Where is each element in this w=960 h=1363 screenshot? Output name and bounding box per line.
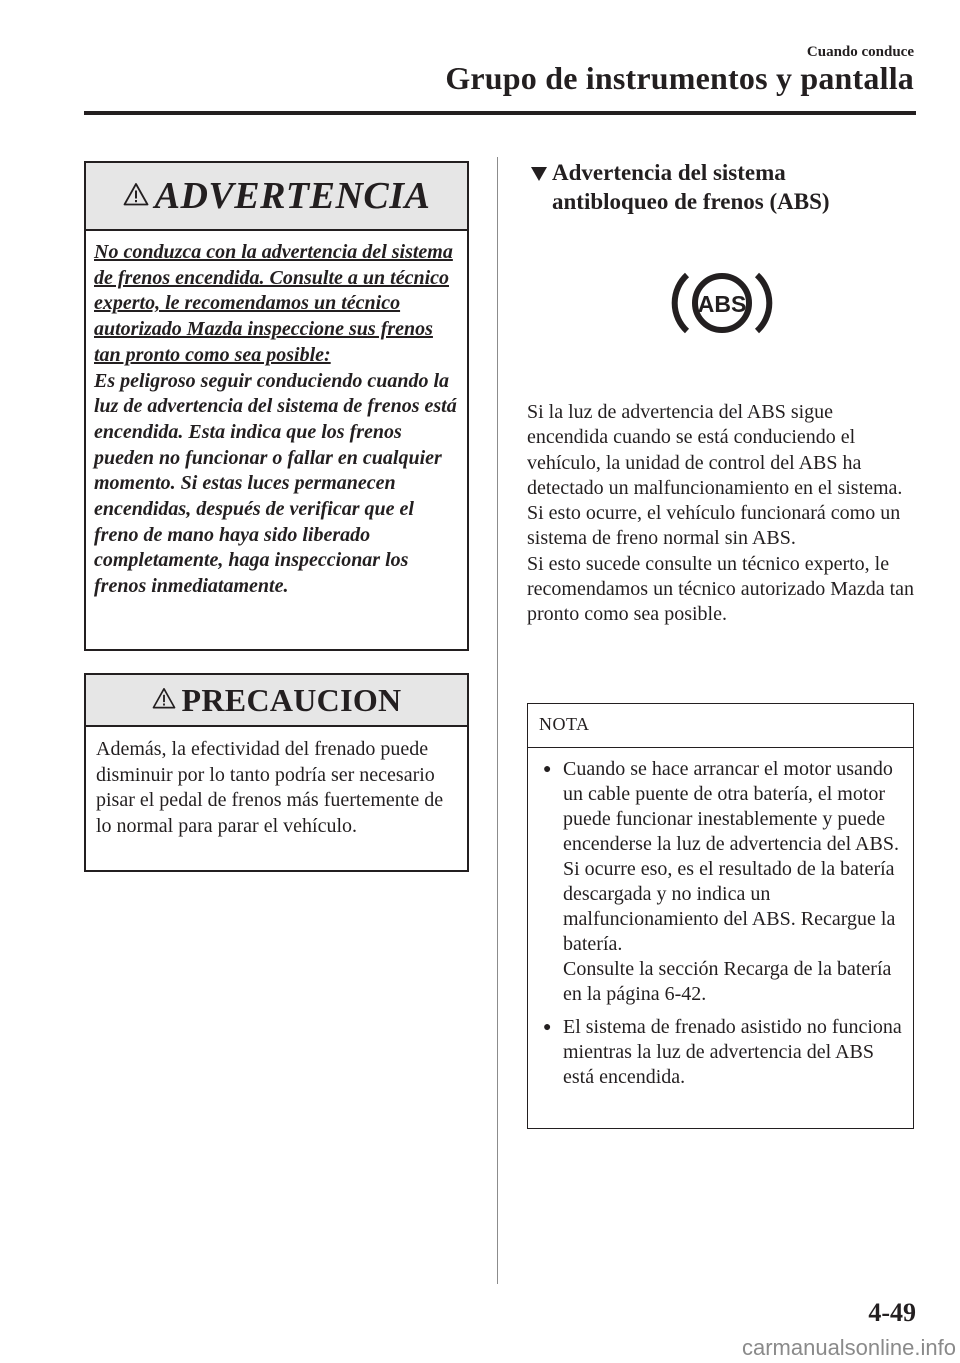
nota-list — [528, 748, 913, 1090]
page-number: 4-49 — [868, 1298, 916, 1327]
advertencia-header — [86, 163, 467, 231]
bullet-icon: ● — [543, 762, 552, 777]
nota-box — [527, 703, 914, 1129]
advertencia-underlined-text: No conduzca con la advertencia del sistema de frenos encendida. Consulte a un técnico experto, le recomendamos un técnico autorizado Mazda inspeccione sus frenos tan pronto como sea posible: — [94, 241, 453, 366]
section-heading: Advertencia del sistema antibloqueo de frenos (ABS) — [552, 160, 830, 214]
nota-item-text: El sistema de frenado asistido no funciona mientras la luz de advertencia del ABS está encendida. — [563, 1016, 902, 1088]
section-marker-icon — [530, 166, 548, 187]
abs-paragraph-2: Si esto sucede consulte un técnico experto, le recomendamos un técnico autorizado Mazda tan pronto como sea posible. — [527, 552, 915, 626]
abs-icon-label: ABS — [697, 291, 747, 317]
nota-item — [528, 757, 905, 1007]
advertencia-text: Es peligroso seguir conduciendo cuando la luz de advertencia del sistema de frenos está encendida. Esta indica que los frenos pueden no funcionar o fallar en cualquier momento. Si estas luces permanecen encendidas, después de verificar que el freno de mano haya sido liberado completamente, haga inspeccionar los frenos inmediatamente. — [94, 369, 457, 598]
precaucion-text: Además, la efectividad del frenado puede disminuir por lo tanto podría ser necesario pisar el pedal de frenos más fuertemente de lo normal para parar el vehículo. — [96, 738, 444, 838]
precaucion-header — [86, 675, 467, 727]
advertencia-title: ADVERTENCIA — [154, 175, 431, 217]
abs-description — [527, 400, 917, 628]
page-title: Grupo de instrumentos y pantalla — [445, 60, 914, 96]
precaucion-title: PRECAUCION — [181, 681, 402, 718]
warning-triangle-icon — [152, 687, 176, 714]
abs-paragraph-1: Si la luz de advertencia del ABS sigue encendida cuando se está conduciendo el vehículo, la unidad de control del ABS ha detectado un malfuncionamiento en el sistema. Si esto ocurre, el vehículo funcionará como un sistema de freno normal sin ABS. — [527, 401, 903, 550]
column-divider — [497, 157, 498, 1284]
bullet-icon: ● — [543, 1020, 552, 1035]
nota-title: NOTA — [528, 704, 913, 748]
header-rule — [84, 111, 916, 115]
nota-item — [528, 1015, 905, 1090]
warning-triangle-icon — [123, 182, 149, 211]
abs-warning-light-icon — [668, 265, 776, 346]
precaucion-box — [84, 673, 469, 872]
nota-item-reference: Consulte la sección Recarga de la batería en la página 6-42. — [563, 958, 892, 1005]
advertencia-body — [86, 231, 467, 600]
advertencia-box — [84, 161, 469, 651]
footer-watermark[interactable]: carmanualsonline.info — [741, 1335, 956, 1360]
nota-item-text: Cuando se hace arrancar el motor usando un cable puente de otra batería, el motor puede funcionar inestablemente y puede encenderse la luz de advertencia del ABS. Si ocurre eso, es el resultado de la batería descargada y no indica un malfuncionamiento del ABS. Recargue la batería. — [563, 758, 899, 955]
chapter-label: Cuando conduce — [806, 44, 914, 60]
